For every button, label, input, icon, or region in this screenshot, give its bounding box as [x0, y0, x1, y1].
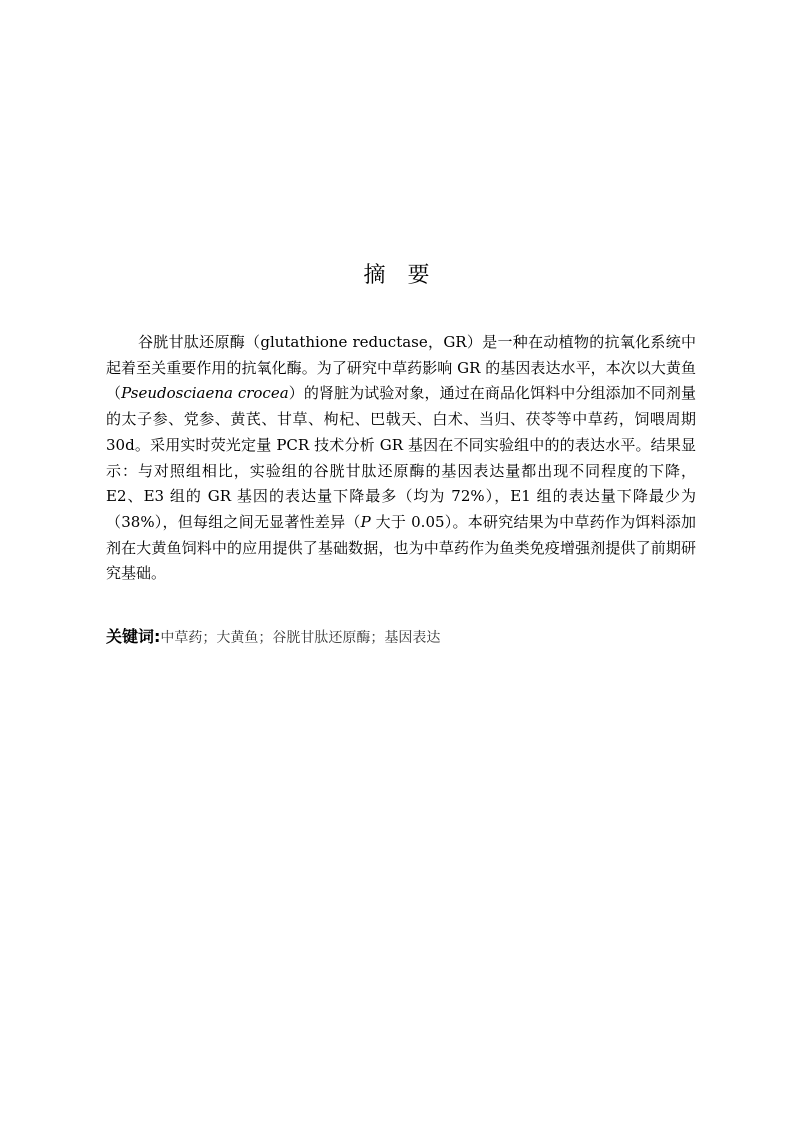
heading-char-1: 摘: [363, 263, 386, 288]
abstract-text-part-3: 大于 0.05）。本研究结果为中草药作为饵料添加剂在大黄鱼饲料中的应用提供了基础数据，也为中草药作为鱼类免疫增强剂提供了前期研究基础。: [106, 512, 697, 583]
keywords-line: [106, 624, 696, 651]
abstract-heading: [0, 258, 793, 289]
abstract-text-part-1: 谷胱甘肽还原酶（glutathione reductase，GR）是一种在动植物的抗氧化系统中起着至关重要作用的抗氧化酶。为了研究中草药影响 GR 的基因表达水平，本次以大黄鱼（: [106, 333, 696, 403]
abstract-text-part-2: ）的肾脏为试验对象，通过在商品化饵料中分组添加不同剂量的太子参、党参、黄芪、甘草、枸杞、巴戟天、白术、当归、茯苓等中草药，饲喂周期 30d。采用实时荧光定量 PCR 技术分析 GR 基因在不同实验组中的的表达水平。结果显示：与对照组相比，实验组的谷胱甘肽还原酶的基因表达量都出现不同程度的下降，E2、E3 组的 GR 基因的表达量下降最多（均为 72%），E1 组的表达量下降最少为（38%），但每组之间无显著性差异（: [106, 384, 696, 531]
p-value-symbol: P: [360, 512, 371, 531]
keywords-label: 关键词:: [106, 627, 161, 646]
heading-char-2: 要: [407, 263, 430, 288]
keywords-list: 中草药；大黄鱼；谷胱甘肽还原酶；基因表达: [160, 630, 441, 646]
species-name: Pseudosciaena crocea: [121, 384, 289, 403]
abstract-body: [106, 330, 696, 587]
